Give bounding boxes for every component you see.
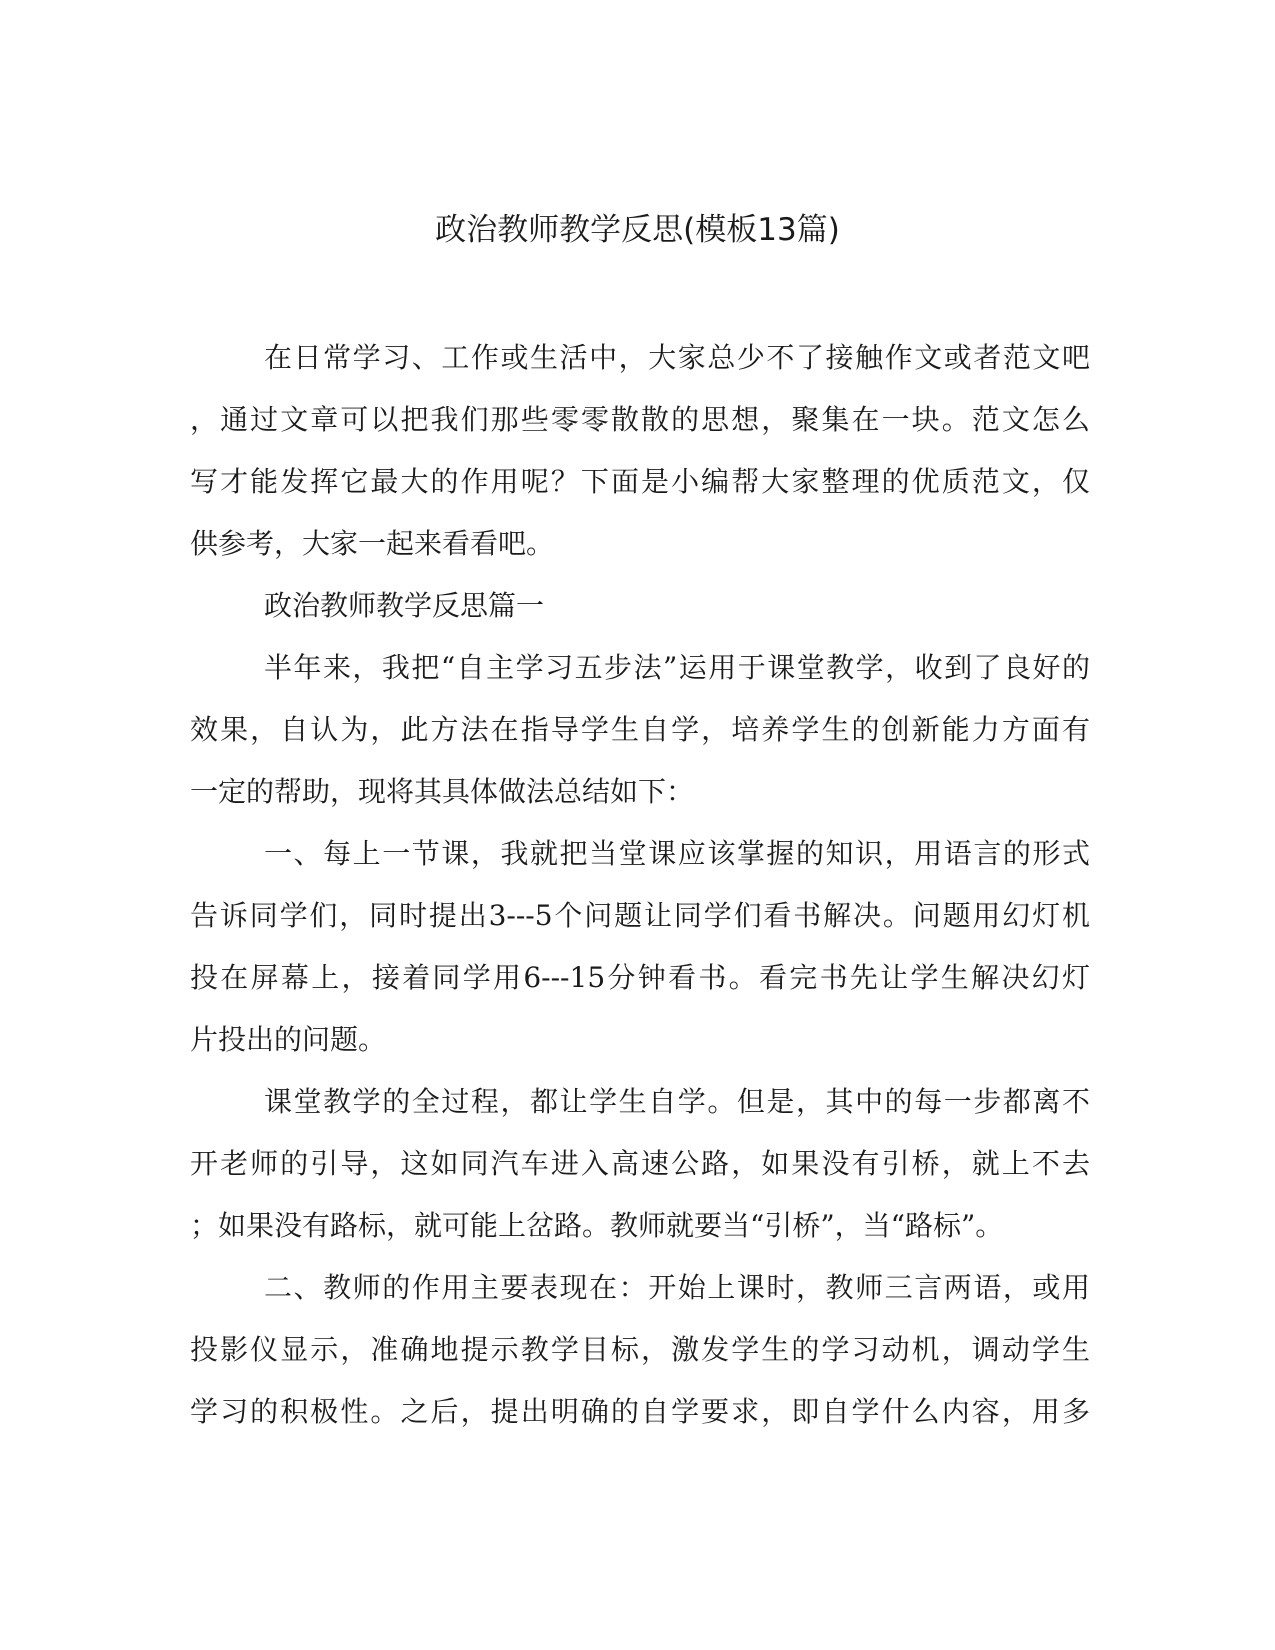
- paragraph-line: 学习的积极性。之后，提出明确的自学要求，即自学什么内容，用多: [190, 1395, 1090, 1428]
- paragraph-line: 二、教师的作用主要表现在：开始上课时，教师三言两语，或用: [264, 1271, 1090, 1304]
- paragraph-line: 片投出的问题。: [190, 1023, 387, 1056]
- paragraph-line: 效果，自认为，此方法在指导学生自学，培养学生的创新能力方面有: [190, 713, 1090, 746]
- document-body: [190, 327, 1090, 1443]
- paragraph-line: 供参考，大家一起来看看吧。: [190, 527, 555, 560]
- paragraph-line: 一、每上一节课，我就把当堂课应该掌握的知识，用语言的形式: [264, 837, 1090, 870]
- section-heading: 政治教师教学反思篇一: [264, 589, 545, 622]
- paragraph-line: 在日常学习、工作或生活中，大家总少不了接触作文或者范文吧: [264, 341, 1090, 374]
- paragraph-line: 写才能发挥它最大的作用呢？下面是小编帮大家整理的优质范文，仅: [190, 465, 1090, 498]
- paragraph-line: 投影仪显示，准确地提示教学目标，激发学生的学习动机，调动学生: [190, 1333, 1090, 1366]
- paragraph-line: 投在屏幕上，接着同学用6---15分钟看书。看完书先让学生解决幻灯: [190, 961, 1090, 994]
- document-title: 政治教师教学反思(模板13篇): [435, 212, 840, 248]
- paragraph-line: ，通过文章可以把我们那些零零散散的思想，聚集在一块。范文怎么: [190, 403, 1090, 436]
- paragraph-line: ；如果没有路标，就可能上岔路。教师就要当“引桥”，当“路标”。: [190, 1209, 1004, 1242]
- paragraph-line: 告诉同学们，同时提出3---5个问题让同学们看书解决。问题用幻灯机: [190, 899, 1090, 932]
- paragraph-line: 半年来，我把“自主学习五步法”运用于课堂教学，收到了良好的: [264, 651, 1090, 684]
- paragraph-line: 开老师的引导，这如同汽车进入高速公路，如果没有引桥，就上不去: [190, 1147, 1090, 1180]
- paragraph-line: 课堂教学的全过程，都让学生自学。但是，其中的每一步都离不: [264, 1085, 1090, 1118]
- paragraph-line: 一定的帮助，现将其具体做法总结如下：: [190, 775, 695, 808]
